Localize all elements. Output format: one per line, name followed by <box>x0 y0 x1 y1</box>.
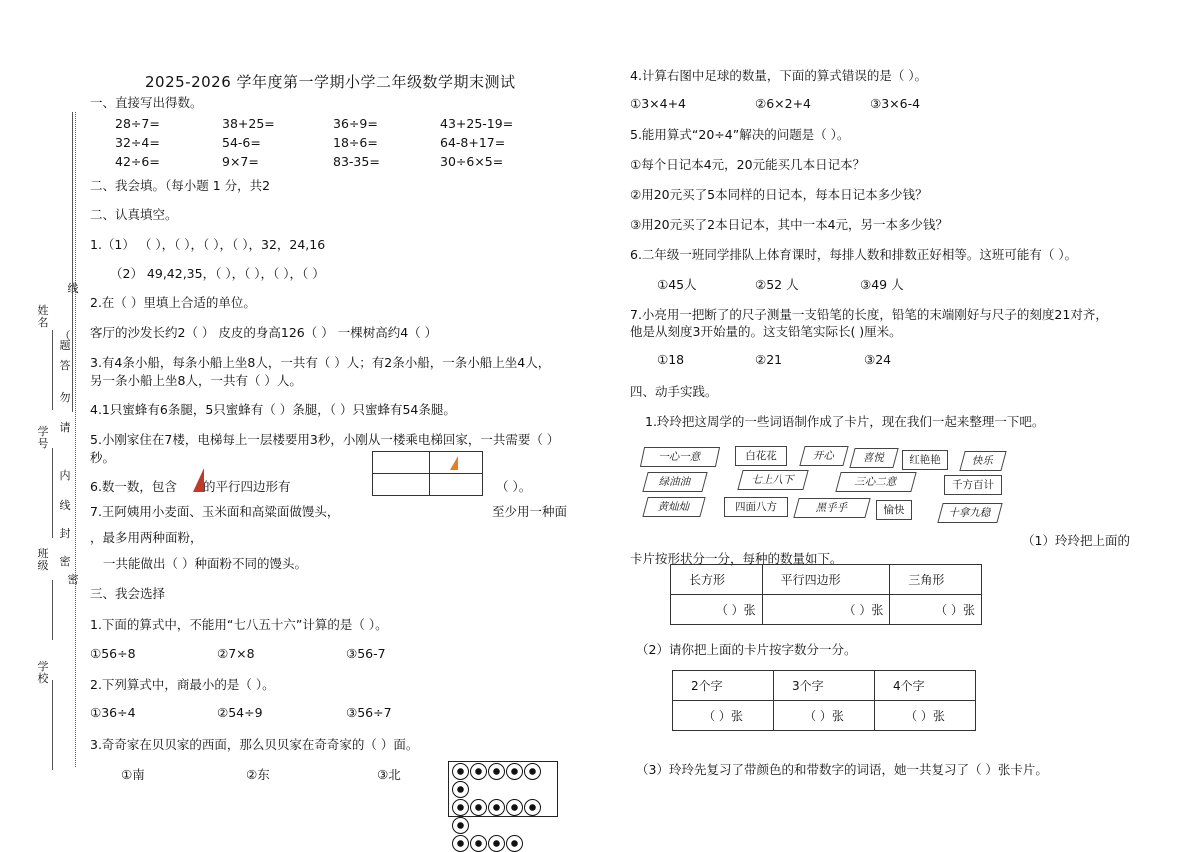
s4-q1: 1.玲玲把这周学的一些词语制作成了卡片，现在我们一起来整理一下吧。 <box>645 414 1045 429</box>
s3-q7-option: ③24 <box>864 352 892 367</box>
word-card: 喜悦 <box>849 448 898 468</box>
s3-q7b: 他是从刻度3开始量的。这支铅笔实际长( )厘米。 <box>630 324 902 339</box>
school-underline <box>52 680 54 770</box>
s1-heading: 一、直接写出得数。 <box>90 95 203 110</box>
s4-p2: （2）请你把上面的卡片按字数分一分。 <box>636 642 857 657</box>
s4-p1a: （1）玲玲把上面的 <box>1022 533 1130 548</box>
soccer-ball-icon <box>506 763 523 780</box>
s2-q1a: 1.（1） （ ），（ ），（ ），（ ），32，24,16 <box>90 237 326 252</box>
s3-q3-option: ②东 <box>246 767 270 782</box>
s2a-heading: 二、我会填。（每小题 1 分，共2 <box>90 178 271 193</box>
s3-q7a: 7.小亮用一把断了的尺子测量一支铅笔的长度，铅笔的末端刚好与尺子的刻度21对齐， <box>630 307 1108 322</box>
seal-char: 密 <box>59 555 71 568</box>
arith-item: 18÷6= <box>333 135 378 150</box>
soccer-balls-figure <box>448 761 558 817</box>
s3-q4: 4.计算右图中足球的数量，下面的算式错误的是（ ）。 <box>630 68 928 83</box>
soccer-ball-icon <box>452 817 469 834</box>
binding-solid-line <box>72 112 73 412</box>
s3-q4-option: ③3×6-4 <box>870 96 921 111</box>
soccer-ball-icon <box>470 763 487 780</box>
seal-char: 答 <box>59 359 71 372</box>
s3-q6-option: ③49 人 <box>860 277 904 292</box>
arith-item: 64-8+17= <box>440 135 506 150</box>
soccer-ball-icon <box>524 763 541 780</box>
word-card: 快乐 <box>959 451 1006 471</box>
word-card: 黑乎乎 <box>793 498 870 518</box>
answer-blank[interactable]: （ ）张 <box>673 701 774 731</box>
seal-char: 线 <box>59 499 71 512</box>
s3-q6-option: ②52 人 <box>755 277 799 292</box>
s3-q2-option: ②54÷9 <box>217 705 263 720</box>
s3-q4-option: ②6×2+4 <box>755 96 812 111</box>
s3-heading: 三、我会选择 <box>90 586 166 601</box>
table-row <box>671 565 982 595</box>
word-card: 黄灿灿 <box>642 497 705 517</box>
arith-item: 42÷6= <box>115 154 160 169</box>
s2-q6b: 的平行四边形有 <box>203 479 291 494</box>
s3-q5-option: ①每个日记本4元，20元能买几本日记本？ <box>630 157 866 172</box>
table-header: 长方形 <box>671 565 763 595</box>
table-header: 3个字 <box>774 671 875 701</box>
school-label: 学校 <box>37 660 49 685</box>
soccer-ball-icon <box>452 763 469 780</box>
word-card: 白花花 <box>735 446 787 466</box>
arith-item: 32÷4= <box>115 135 160 150</box>
arith-item: 9×7= <box>222 154 259 169</box>
word-card: 三心二意 <box>835 472 916 492</box>
seal-char: 题 <box>59 339 71 352</box>
arith-item: 43+25-19= <box>440 116 514 131</box>
word-card: 一心一意 <box>640 447 720 467</box>
s2-q3a: 3.有4条小船，每条小船上坐8人，一共有（ ）人；有2条小船，一条小船上坐4人， <box>90 355 551 370</box>
class-label: 班级 <box>37 547 49 572</box>
s3-q3-option: ①南 <box>121 767 145 782</box>
seal-char: 内 <box>59 469 71 482</box>
id-underline <box>52 448 54 538</box>
s2-q1b: （2） 49,42,35，（ ），（ ），（ ），（ ） <box>110 266 325 281</box>
word-card: 绿油油 <box>642 472 707 492</box>
s3-q3-option: ③北 <box>377 767 401 782</box>
s3-q5: 5.能用算式“20÷4”解决的问题是（ ）。 <box>630 127 850 142</box>
s3-q3: 3.奇奇家在贝贝家的西面，那么贝贝家在奇奇家的（ ）面。 <box>90 737 419 752</box>
s2-q6a: 6.数一数，包含 <box>90 479 177 494</box>
soccer-ball-icon <box>524 799 541 816</box>
s2-q7d: 一共能做出（ ）种面粉不同的馒头。 <box>103 556 307 571</box>
arith-item: 28÷7= <box>115 116 160 131</box>
soccer-ball-icon <box>488 763 505 780</box>
word-card: 七上八下 <box>737 470 808 490</box>
table-header: 2个字 <box>673 671 774 701</box>
soccer-ball-icon <box>452 835 469 852</box>
arith-item: 83-35= <box>333 154 380 169</box>
name-label: 姓名 <box>37 304 49 329</box>
s2-q7b: 至少用一种面 <box>492 504 568 519</box>
arith-item: 54-6= <box>222 135 261 150</box>
soccer-ball-icon <box>506 835 523 852</box>
s2-q2: 2.在（ ）里填上合适的单位。 <box>90 295 256 310</box>
word-card: 十拿九稳 <box>937 503 1002 523</box>
word-card: 红艳艳 <box>902 450 948 470</box>
table-header: 4个字 <box>875 671 976 701</box>
arith-item: 36÷9= <box>333 116 378 131</box>
answer-blank[interactable]: （ ）张 <box>890 595 982 625</box>
word-card: 千方百计 <box>944 475 1002 495</box>
seal-char: 密 <box>67 573 79 586</box>
s3-q1: 1.下面的算式中，不能用“七八五十六”计算的是（ ）。 <box>90 617 388 632</box>
s3-q4-option: ①3×4+4 <box>630 96 687 111</box>
shape-count-table <box>670 564 982 625</box>
table-row <box>673 671 976 701</box>
s3-q1-option: ③56-7 <box>346 646 386 661</box>
answer-blank[interactable]: （ ）张 <box>774 701 875 731</box>
soccer-ball-icon <box>470 799 487 816</box>
s2-q7c: ，最多用两种面粉， <box>90 530 203 545</box>
seal-char: 封 <box>59 527 71 540</box>
word-card: 愉快 <box>876 500 912 520</box>
seal-char: 勿 <box>59 391 71 404</box>
table-header: 平行四边形 <box>762 565 890 595</box>
s3-q2-option: ③56÷7 <box>346 705 392 720</box>
table-row <box>673 701 976 731</box>
seal-char: （ <box>59 329 71 342</box>
soccer-ball-icon <box>470 835 487 852</box>
id-label: 学号 <box>37 425 49 450</box>
s3-q1-option: ②7×8 <box>217 646 255 661</box>
s2-q6c: （ ）。 <box>496 479 532 494</box>
s2-q3b: 另一条小船上坐8人，一共有（ ）人。 <box>90 373 302 388</box>
s3-q7-option: ①18 <box>657 352 685 367</box>
s4-heading: 四、动手实践。 <box>630 384 718 399</box>
s3-q1-option: ①56÷8 <box>90 646 136 661</box>
s3-q5-option: ②用20元买了5本同样的日记本，每本日记本多少钱？ <box>630 187 928 202</box>
s3-q5-option: ③用20元买了2本日记本，其中一本4元，另一本多少钱？ <box>630 217 949 232</box>
answer-blank[interactable]: （ ）张 <box>762 595 890 625</box>
name-underline <box>52 330 54 410</box>
char-count-table <box>672 670 976 731</box>
word-card: 开心 <box>799 446 848 466</box>
soccer-ball-icon <box>452 781 469 798</box>
s2-q4: 4.1只蜜蜂有6条腿，5只蜜蜂有（ ）条腿，（ ）只蜜蜂有54条腿。 <box>90 402 456 417</box>
s3-q6: 6.二年级一班同学排队上体育课时，每排人数和排数正好相等。这班可能有（ ）。 <box>630 247 1078 262</box>
soccer-ball-icon <box>488 799 505 816</box>
seal-char: 线 <box>67 282 79 295</box>
s2-q2b: 客厅的沙发长约2（ ） 皮皮的身高126（ ） 一棵树高约4（ ） <box>90 325 438 340</box>
s3-q2: 2.下列算式中，商最小的是（ ）。 <box>90 677 275 692</box>
table-row <box>671 595 982 625</box>
arith-item: 30÷6×5= <box>440 154 504 169</box>
seal-char: 请 <box>59 421 71 434</box>
table-header: 三角形 <box>890 565 982 595</box>
s2-q5a: 5.小刚家住在7楼，电梯每上一层楼要用3秒，小刚从一楼乘电梯回家，一共需要（ ） <box>90 432 560 447</box>
answer-blank[interactable]: （ ）张 <box>671 595 763 625</box>
s2-q5b: 秒。 <box>90 450 116 465</box>
word-card: 四面八方 <box>724 497 788 517</box>
parallelogram-grid-figure <box>372 451 484 497</box>
page-title: 2025-2026 学年度第一学期小学二年级数学期末测试 <box>145 73 516 91</box>
s2-heading: 二、认真填空。 <box>90 207 178 222</box>
answer-blank[interactable]: （ ）张 <box>875 701 976 731</box>
arith-item: 38+25= <box>222 116 275 131</box>
s2-q7a: 7.王阿姨用小麦面、玉米面和高粱面做馒头， <box>90 504 340 519</box>
soccer-ball-icon <box>488 835 505 852</box>
s4-p3: （3）玲玲先复习了带颜色的和带数字的词语，她一共复习了（ ）张卡片。 <box>636 762 1048 777</box>
s3-q6-option: ①45人 <box>657 277 697 292</box>
s3-q7-option: ②21 <box>755 352 783 367</box>
s4-p1b: 卡片按形状分一分，每种的数量如下。 <box>630 551 843 566</box>
soccer-ball-icon <box>452 799 469 816</box>
binding-dotted-line <box>75 112 76 767</box>
class-underline <box>52 580 54 640</box>
soccer-ball-icon <box>506 799 523 816</box>
s3-q2-option: ①36÷4 <box>90 705 136 720</box>
